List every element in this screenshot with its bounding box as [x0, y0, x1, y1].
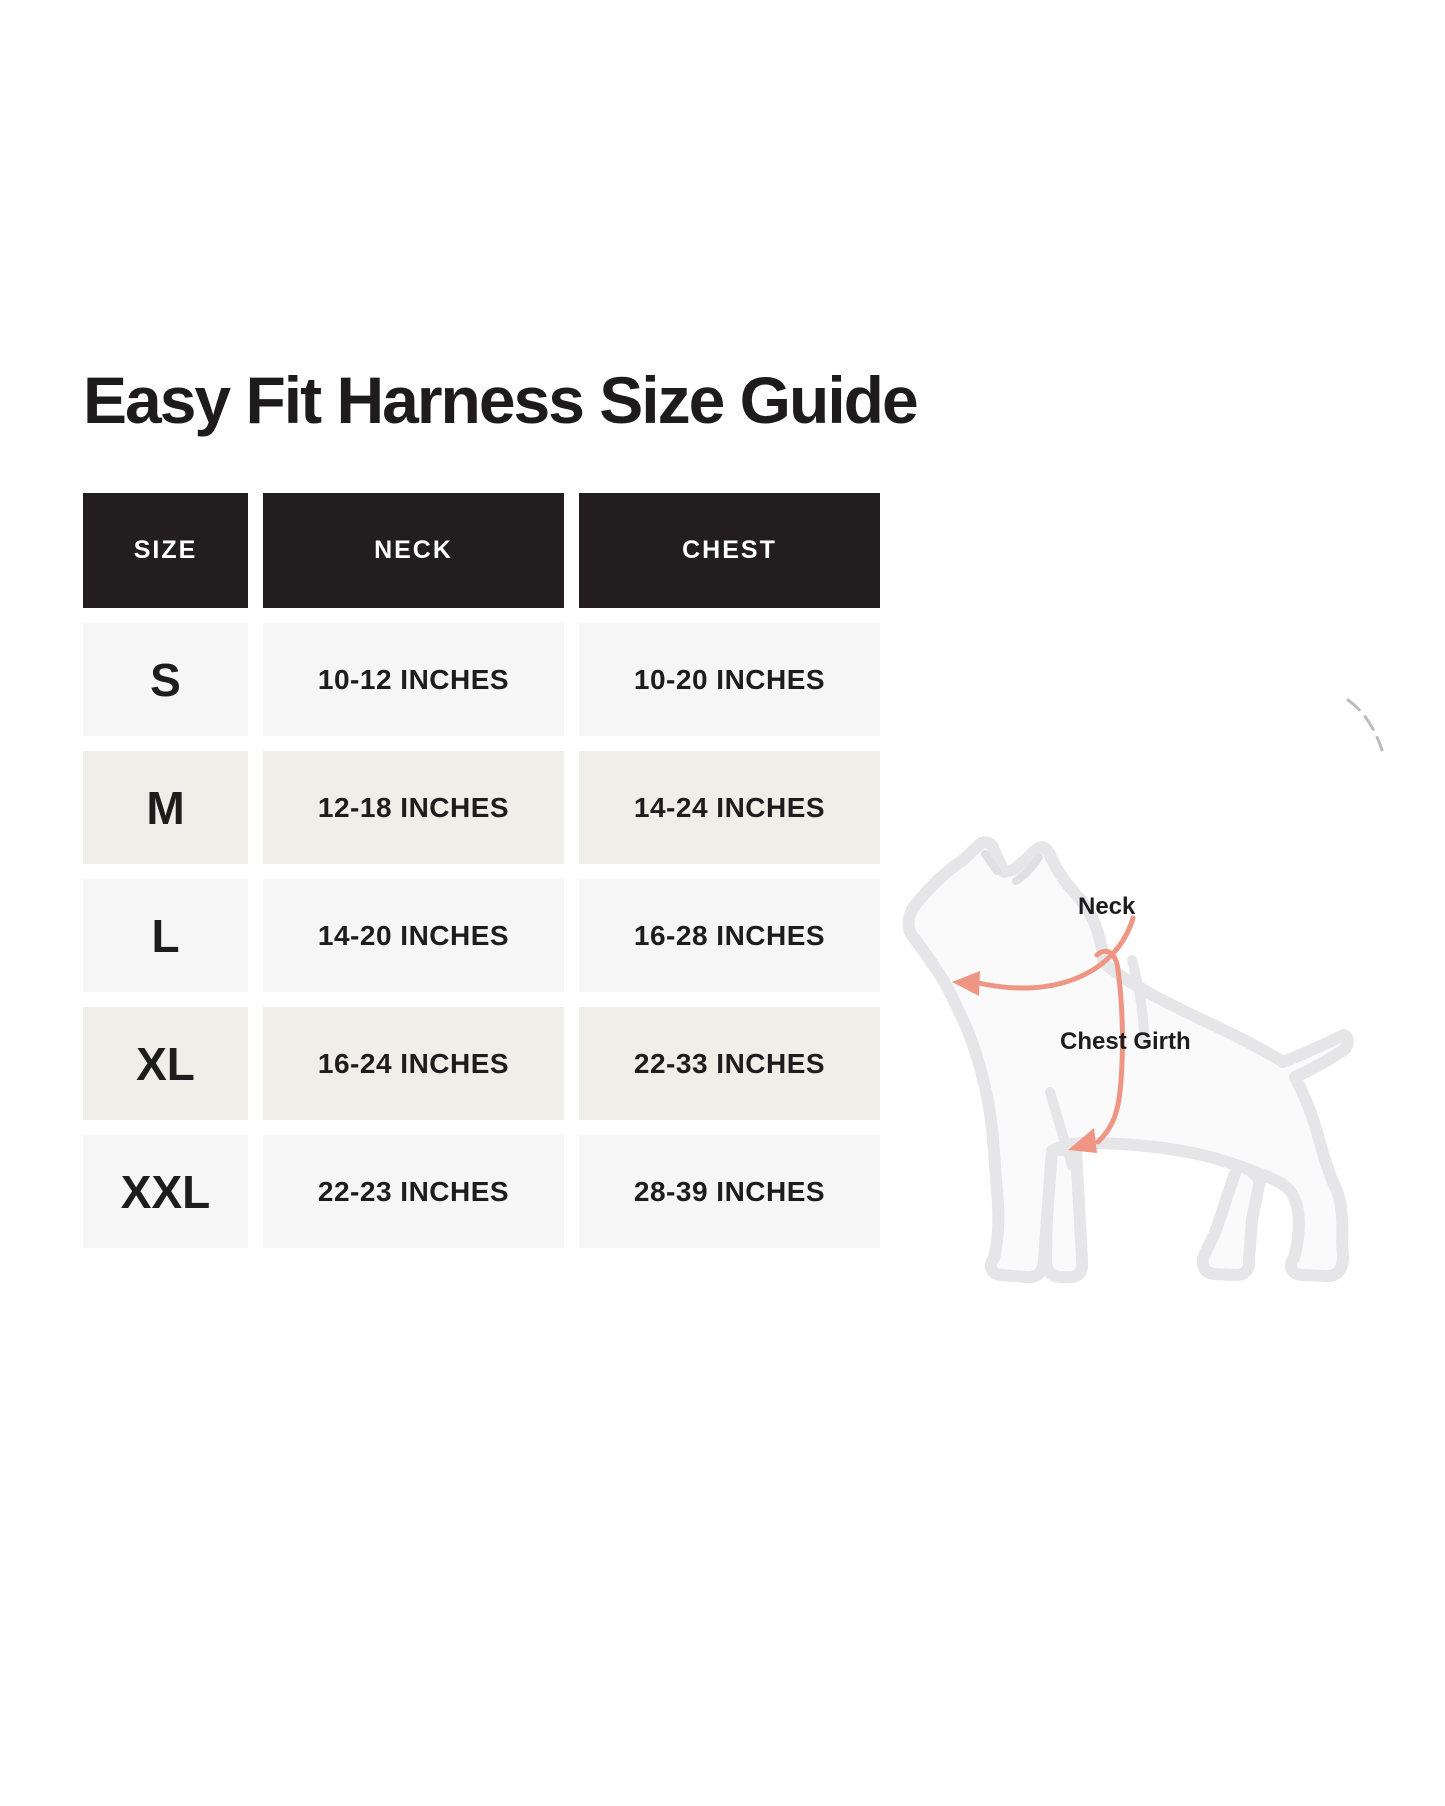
column-header-chest: CHEST: [579, 493, 880, 608]
table-row-xl-chest: 22-33 INCHES: [579, 1007, 880, 1120]
table-row-xxl-neck: 22-23 INCHES: [263, 1135, 564, 1248]
table-row-xl-neck: 16-24 INCHES: [263, 1007, 564, 1120]
column-header-neck: NECK: [263, 493, 564, 608]
table-row-xl-size: XL: [83, 1007, 248, 1120]
table-row-s-neck: 10-12 INCHES: [263, 623, 564, 736]
chest-girth-label: Chest Girth: [1060, 1028, 1191, 1055]
size-table: [83, 493, 880, 1248]
dog-measurement-diagram: [900, 830, 1360, 1300]
table-row-xxl-chest: 28-39 INCHES: [579, 1135, 880, 1248]
neck-label: Neck: [1078, 893, 1136, 920]
table-row-m-chest: 14-24 INCHES: [579, 751, 880, 864]
table-row-xxl-size: XXL: [83, 1135, 248, 1248]
table-row-l-size: L: [83, 879, 248, 992]
table-row-m-size: M: [83, 751, 248, 864]
table-row-s-size: S: [83, 623, 248, 736]
decorative-curve: [1340, 692, 1400, 762]
table-row-l-chest: 16-28 INCHES: [579, 879, 880, 992]
table-row-l-neck: 14-20 INCHES: [263, 879, 564, 992]
page-title: Easy Fit Harness Size Guide: [83, 363, 917, 437]
table-row-s-chest: 10-20 INCHES: [579, 623, 880, 736]
table-row-m-neck: 12-18 INCHES: [263, 751, 564, 864]
column-header-size: SIZE: [83, 493, 248, 608]
